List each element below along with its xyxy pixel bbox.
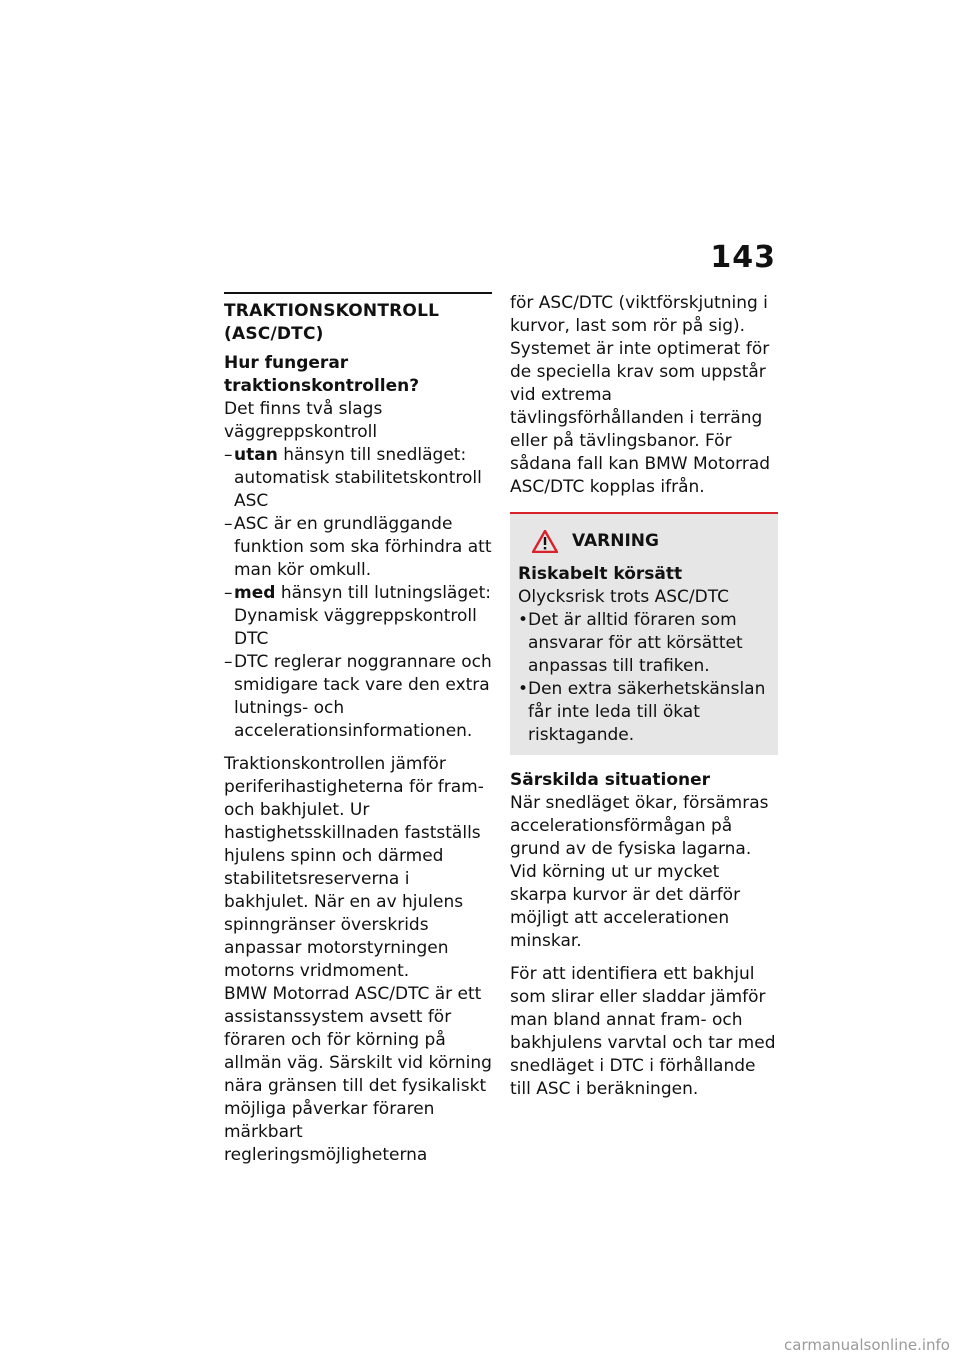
watermark: carmanualsonline.info [784,1336,950,1354]
bmw-paragraph-continued: för ASC/DTC (viktförskjutning i kurvor, last som rör på sig). Systemet är inte optimerat för de speciella krav som uppstår vid extrema tävlingsförhållanden i terräng eller på tävlingsbanor. För sådana fall kan BMW Motorrad ASC/DTC kopplas ifrån. [510,293,771,497]
section-title: TRAKTIONSKONTROLL (ASC/DTC) [224,301,440,344]
warning-heading: Riskabelt körsätt [518,564,683,584]
warning-label: VARNING [572,531,659,551]
page-number: 143 [710,240,776,275]
warning-subheading: Olycksrisk trots ASC/DTC [518,587,730,607]
dash-item-text: hänsyn till snedläget: automatisk stabilitetskontroll ASC [234,445,482,511]
dash-item-text: DTC reglerar noggrannare och smidigare tack vare den extra lutnings- och accelerationsinformationen. [234,652,492,741]
special-paragraph: När snedläget ökar, försämras accelerationsförmågan på grund av de fysiska lagarna. Vid körning ut ur mycket skarpa kurvor är det därför möjligt att accelerationen minskar. [510,793,769,951]
bmw-paragraph: BMW Motorrad ASC/DTC är ett assistanssystem avsett för föraren och för körning på allmän väg. Särskilt vid körning nära gränsen till det fysikaliskt möjliga påverkar föraren märkbart regleringsmöjligheterna [224,984,492,1165]
left-column [224,292,492,1167]
dash-item [224,582,492,651]
identify-paragraph: För att identifiera ett bakhjul som slirar eller sladdar jämför man bland annat fram- och bakhjulens varvtal och tar med snedläget i DTC i förhållande till ASC i beräkningen. [510,964,776,1099]
compare-paragraph: Traktionskontrollen jämför periferihastigheterna för fram- och bakhjulet. Ur hastighetsskillnaden fastställs hjulens spinn och därmed stabilitetsreserverna i bakhjulet. När en av hjulens spinngränser överskrids anpassar motorstyrningen motorns vridmoment. [224,754,484,981]
warning-header [518,530,768,553]
right-column [510,292,778,1101]
how-heading: Hur fungerar traktionskontrollen? [224,353,420,396]
dash-list [224,444,492,743]
dash-item-bold: utan [234,445,278,465]
warning-bullet: • Det är alltid föraren som ansvarar för att körsättet anpassas till trafiken. [518,609,768,678]
dash-item [224,651,492,743]
dash-item-text: hänsyn till lutningsläget: Dynamisk väggreppskontroll DTC [234,583,491,649]
dash-item-bold: med [234,583,276,603]
warning-box [510,512,778,755]
warning-bullet: • Den extra säkerhetskänslan får inte leda till ökat risktagande. [518,678,768,747]
warning-triangle-icon [532,530,558,553]
dash-item [224,513,492,582]
special-heading: Särskilda situationer [510,770,711,790]
warning-bullet-list [518,609,768,747]
dash-item [224,444,492,513]
intro-text: Det finns två slags väggreppskontroll [224,399,383,442]
dash-item-text: ASC är en grundläggande funktion som ska förhindra att man kör omkull. [234,514,492,580]
